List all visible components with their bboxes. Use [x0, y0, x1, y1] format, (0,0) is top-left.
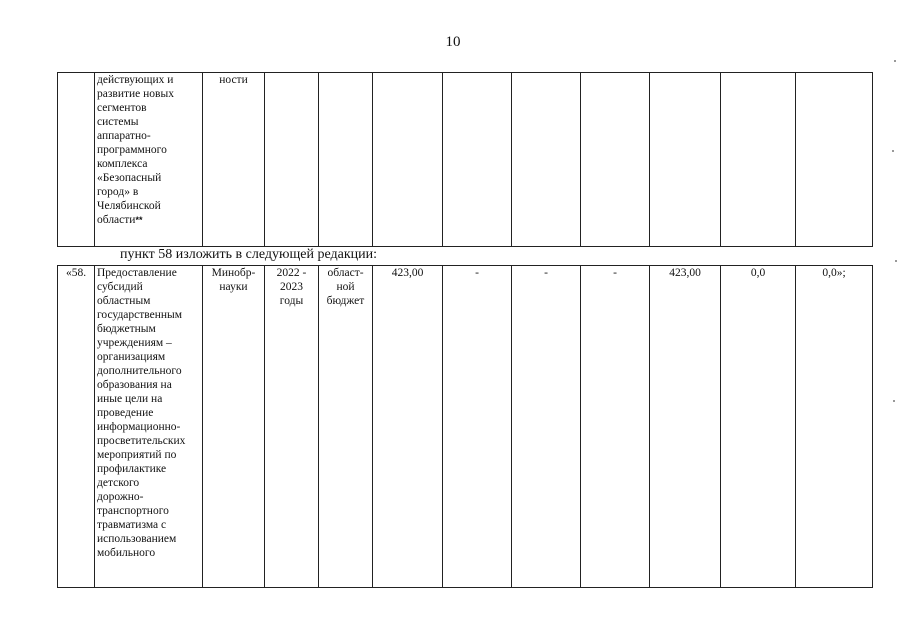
name-line: областным: [97, 295, 151, 307]
name-line: использованием: [97, 533, 177, 545]
scan-speck: [895, 260, 897, 262]
name-line: сегментов: [97, 102, 147, 114]
period-cell: 2022 - 2023 годы: [265, 266, 319, 588]
row-index-cell: [58, 73, 95, 247]
empty-cell: [373, 73, 443, 247]
name-line: дорожно-: [97, 491, 144, 503]
name-line: программного: [97, 144, 167, 156]
name-line: информационно-: [97, 421, 181, 433]
table-row: [58, 266, 873, 588]
name-line: просветительских: [97, 435, 186, 447]
row-index-cell: «58.: [58, 266, 95, 588]
name-line: мобильного: [97, 547, 156, 559]
name-line: профилактике: [97, 463, 167, 475]
name-line: проведение: [97, 407, 154, 419]
table-row: [58, 73, 873, 247]
scan-speck: [893, 400, 895, 402]
empty-cell: [796, 73, 873, 247]
name-line: Предоставление: [97, 267, 177, 279]
empty-cell: [581, 73, 650, 247]
amendment-instruction: пункт 58 изложить в следующей редакции:: [120, 247, 377, 262]
scan-specks: [890, 60, 900, 420]
amount-cell: -: [581, 266, 650, 588]
name-line: транспортного: [97, 505, 169, 517]
name-line: город» в: [97, 186, 139, 198]
executor-cell: Минобр- науки: [203, 266, 265, 588]
name-line: образования на: [97, 379, 172, 391]
program-table-continued: [57, 72, 873, 247]
amount-cell: 0,0»;: [796, 266, 873, 588]
name-line: комплекса: [97, 158, 148, 170]
name-line: области: [97, 214, 136, 226]
name-line: субсидий: [97, 281, 143, 293]
name-line: организациям: [97, 351, 166, 363]
amount-cell: -: [512, 266, 581, 588]
empty-cell: [265, 73, 319, 247]
page-number: 10: [445, 34, 461, 50]
empty-cell: [512, 73, 581, 247]
amount-cell: 0,0: [721, 266, 796, 588]
empty-cell: [319, 73, 373, 247]
name-line: детского: [97, 477, 140, 489]
name-line: мероприятий по: [97, 449, 177, 461]
measure-name-cell: [95, 266, 203, 588]
amount-cell: 423,00: [650, 266, 721, 588]
amount-cell: -: [443, 266, 512, 588]
name-line: действующих и: [97, 74, 174, 86]
scan-speck: [892, 150, 894, 152]
name-line: учреждениям –: [97, 337, 172, 349]
scan-speck: [894, 60, 896, 62]
name-line: государственным: [97, 309, 183, 321]
funding-source-cell: област- ной бюджет: [319, 266, 373, 588]
name-line: аппаратно-: [97, 130, 151, 142]
program-table-amended: [57, 265, 873, 588]
name-line: иные цели на: [97, 393, 163, 405]
name-line: системы: [97, 116, 139, 128]
name-line: травматизма с: [97, 519, 167, 531]
name-line: «Безопасный: [97, 172, 162, 184]
empty-cell: [721, 73, 796, 247]
empty-cell: [650, 73, 721, 247]
total-amount-cell: 423,00: [373, 266, 443, 588]
name-line-last: [97, 213, 200, 227]
name-line: бюджетным: [97, 323, 156, 335]
name-line: Челябинской: [97, 200, 161, 212]
empty-cell: [443, 73, 512, 247]
measure-name-cell: [95, 73, 203, 247]
footnote-marker: **: [135, 215, 143, 225]
name-line: развитие новых: [97, 88, 174, 100]
name-line: дополнительного: [97, 365, 182, 377]
executor-cell: ности: [203, 73, 265, 247]
